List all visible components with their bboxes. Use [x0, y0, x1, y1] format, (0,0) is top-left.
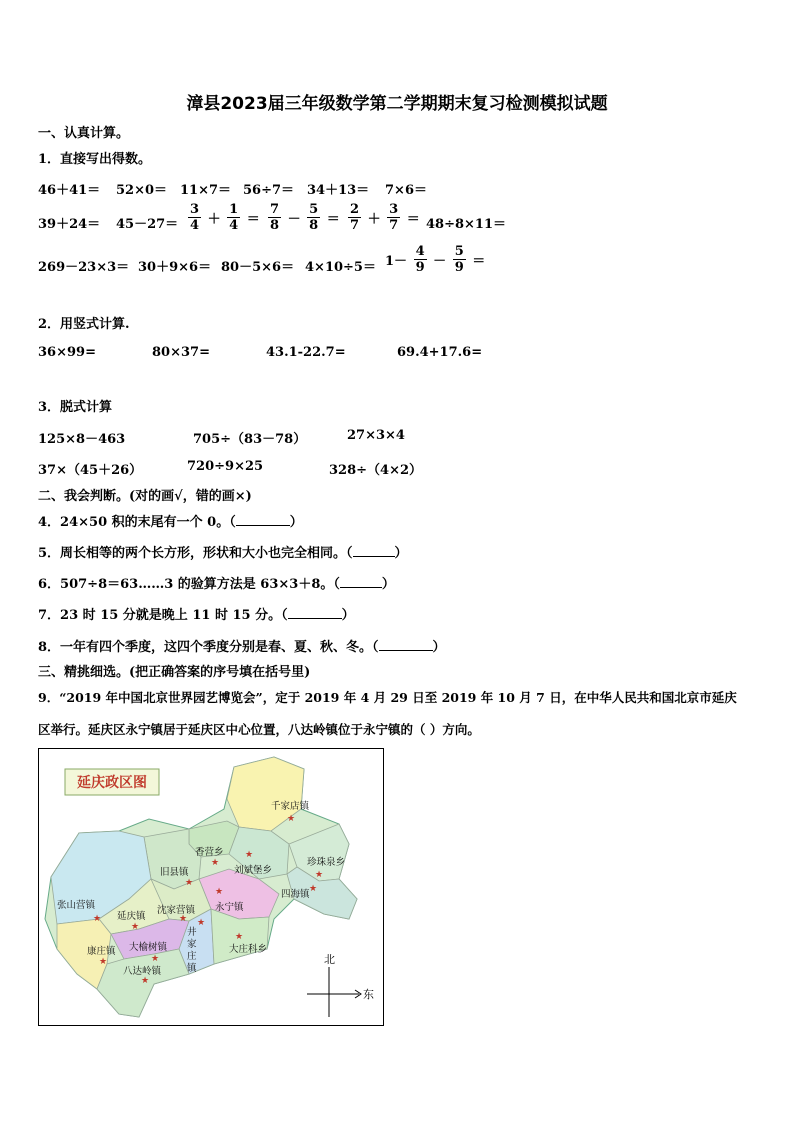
- q1-r1-item-2: 52×0＝: [116, 183, 168, 198]
- q3-r2-item-3: 328÷（4×2）: [329, 463, 423, 478]
- label-sihai: 四海镇: [281, 889, 310, 900]
- q3-r1-item-2: 705÷（83－78）: [193, 432, 307, 447]
- q1-r2-item-1: 39＋24＝: [38, 217, 101, 232]
- compass-north: 北: [324, 953, 335, 966]
- label-jia: 家: [187, 939, 197, 950]
- q8-close: ）: [432, 640, 446, 655]
- label-kangzhuang: 康庄镇: [87, 946, 116, 957]
- map-title: 延庆政区图: [77, 775, 147, 791]
- q5-close: ）: [394, 546, 408, 561]
- q5-text: 5．周长相等的两个长方形，形状和大小也完全相同。（: [38, 546, 353, 561]
- q1-r1-item-6: 7×6＝: [385, 183, 427, 198]
- q3-r1-item-3: 27×3×4: [347, 428, 405, 443]
- q4-close: ）: [289, 515, 303, 530]
- q8-text: 8．一年有四个季度，这四个季度分别是春、夏、秋、冬。（: [38, 640, 379, 655]
- label-badaling: 八达岭镇: [123, 966, 162, 977]
- q1-r2-item-6: 48÷8×11＝: [426, 217, 507, 232]
- q1-r3-fraction-expr: 1－ $\frac{4}{9}$ － $\frac{5}{9}$ ＝: [385, 244, 486, 275]
- label-jiuxian: 旧县镇: [160, 867, 189, 878]
- q9-line-1: 9．“2019 年中国北京世界园艺博览会”，定于 2019 年 4 月 29 日至 2019 年 10 月 7 日，在中华人民共和国北京市延庆: [38, 690, 737, 705]
- yanqing-map: [38, 748, 384, 1026]
- star-dazhuangke: ★: [235, 932, 244, 942]
- q4-answer-blank[interactable]: [236, 513, 290, 526]
- star-zhenzhuquan: ★: [315, 870, 324, 880]
- label-yongning: 永宁镇: [215, 902, 244, 913]
- q1-heading: 1．直接写出得数。: [38, 152, 152, 167]
- q2-heading: 2．用竖式计算.: [38, 317, 130, 332]
- label-zhenzhuquan: 珍珠泉乡: [307, 857, 346, 868]
- label-shenjiaying: 沈家营镇: [157, 905, 196, 916]
- q6-text: 6．507÷8＝63……3 的验算方法是 63×3＋8。（: [38, 577, 340, 592]
- q7-text: 7．23 时 15 分就是晚上 11 时 15 分。（: [38, 608, 288, 623]
- q7: [38, 604, 355, 623]
- compass-east: 东: [363, 988, 374, 1001]
- q1-r2-fraction-expr-1: $\frac{3}{4}$ ＋ $\frac{1}{4}$ ＝: [190, 202, 260, 233]
- q1-r1-item-4: 56÷7＝: [243, 183, 295, 198]
- star-yanqing: ★: [131, 922, 140, 932]
- star-jiuxian: ★: [185, 878, 194, 888]
- q4: [38, 511, 303, 530]
- label-qianjiadian: 千家店镇: [271, 801, 310, 812]
- q3-r1-item-1: 125×8－463: [38, 432, 126, 447]
- section-1-heading: 一、认真计算。: [38, 126, 130, 141]
- star-kangzhuang: ★: [99, 957, 108, 967]
- label-dazhuangke: 大庄科乡: [229, 944, 268, 955]
- q2-item-3: 43.1-22.7=: [266, 345, 346, 360]
- q1-r2-item-2: 45－27＝: [116, 217, 179, 232]
- q1-r1-item-1: 46＋41＝: [38, 183, 101, 198]
- q8: [38, 636, 446, 655]
- label-yanqing: 延庆镇: [117, 911, 146, 922]
- q1-r3-item-2: 30＋9×6＝: [138, 260, 212, 275]
- page-title: 漳县2023届三年级数学第二学期期末复习检测模拟试题: [186, 94, 608, 114]
- star-jingzhuang: ★: [197, 918, 206, 928]
- star-dayushu: ★: [151, 954, 160, 964]
- label-zhangshanying: 张山营镇: [57, 900, 96, 911]
- star-shenjiaying: ★: [179, 914, 188, 924]
- section-2-heading: 二、我会判断。(对的画√，错的画×): [38, 489, 252, 504]
- star-badaling: ★: [141, 976, 150, 986]
- label-zhen: 镇: [187, 963, 197, 974]
- star-sihai: ★: [309, 884, 318, 894]
- label-jing: 井: [187, 927, 197, 938]
- q3-heading: 3．脱式计算: [38, 400, 113, 415]
- label-dayushu: 大榆树镇: [129, 942, 168, 953]
- q2-item-1: 36×99=: [38, 345, 96, 360]
- q1-r3-item-4: 4×10÷5＝: [305, 260, 376, 275]
- q3-r2-item-1: 37×（45＋26）: [38, 463, 143, 478]
- q5-answer-blank[interactable]: [353, 544, 395, 557]
- label-liubinpu: 刘斌堡乡: [234, 865, 273, 876]
- q8-answer-blank[interactable]: [379, 638, 433, 651]
- q6-close: ）: [381, 577, 395, 592]
- q7-close: ）: [341, 608, 355, 623]
- star-qianjiadian: ★: [287, 814, 296, 824]
- q6: [38, 573, 395, 592]
- star-liubinpu: ★: [245, 850, 254, 860]
- label-zhuang: 庄: [187, 951, 197, 962]
- q1-r3-item-3: 80－5×6＝: [221, 260, 295, 275]
- star-yongning: ★: [215, 887, 224, 897]
- compass-icon: [307, 967, 361, 1017]
- star-xiangying: ★: [211, 858, 220, 868]
- q1-r2-fraction-expr-3: $\frac{2}{7}$ ＋ $\frac{3}{7}$ ＝: [350, 202, 420, 233]
- label-xiangying: 香营乡: [195, 847, 224, 858]
- q2-item-4: 69.4+17.6=: [397, 345, 483, 360]
- q7-answer-blank[interactable]: [288, 606, 342, 619]
- q6-answer-blank[interactable]: [340, 575, 382, 588]
- q1-r1-item-3: 11×7＝: [180, 183, 232, 198]
- q5: [38, 542, 408, 561]
- q1-r1-item-5: 34＋13＝: [307, 183, 370, 198]
- star-zhangshanying: ★: [93, 914, 102, 924]
- q9-line-2: 区举行。延庆区永宁镇居于延庆区中心位置，八达岭镇位于永宁镇的（ ）方向。: [38, 722, 480, 737]
- q4-text: 4．24×50 积的末尾有一个 0。（: [38, 515, 236, 530]
- q3-r2-item-2: 720÷9×25: [187, 459, 264, 474]
- section-3-heading: 三、精挑细选。(把正确答案的序号填在括号里): [38, 665, 311, 680]
- q1-r2-fraction-expr-2: $\frac{7}{8}$ － $\frac{5}{8}$ ＝: [270, 202, 340, 233]
- q1-r3-item-1: 269－23×3＝: [38, 260, 130, 275]
- q2-item-2: 80×37=: [152, 345, 210, 360]
